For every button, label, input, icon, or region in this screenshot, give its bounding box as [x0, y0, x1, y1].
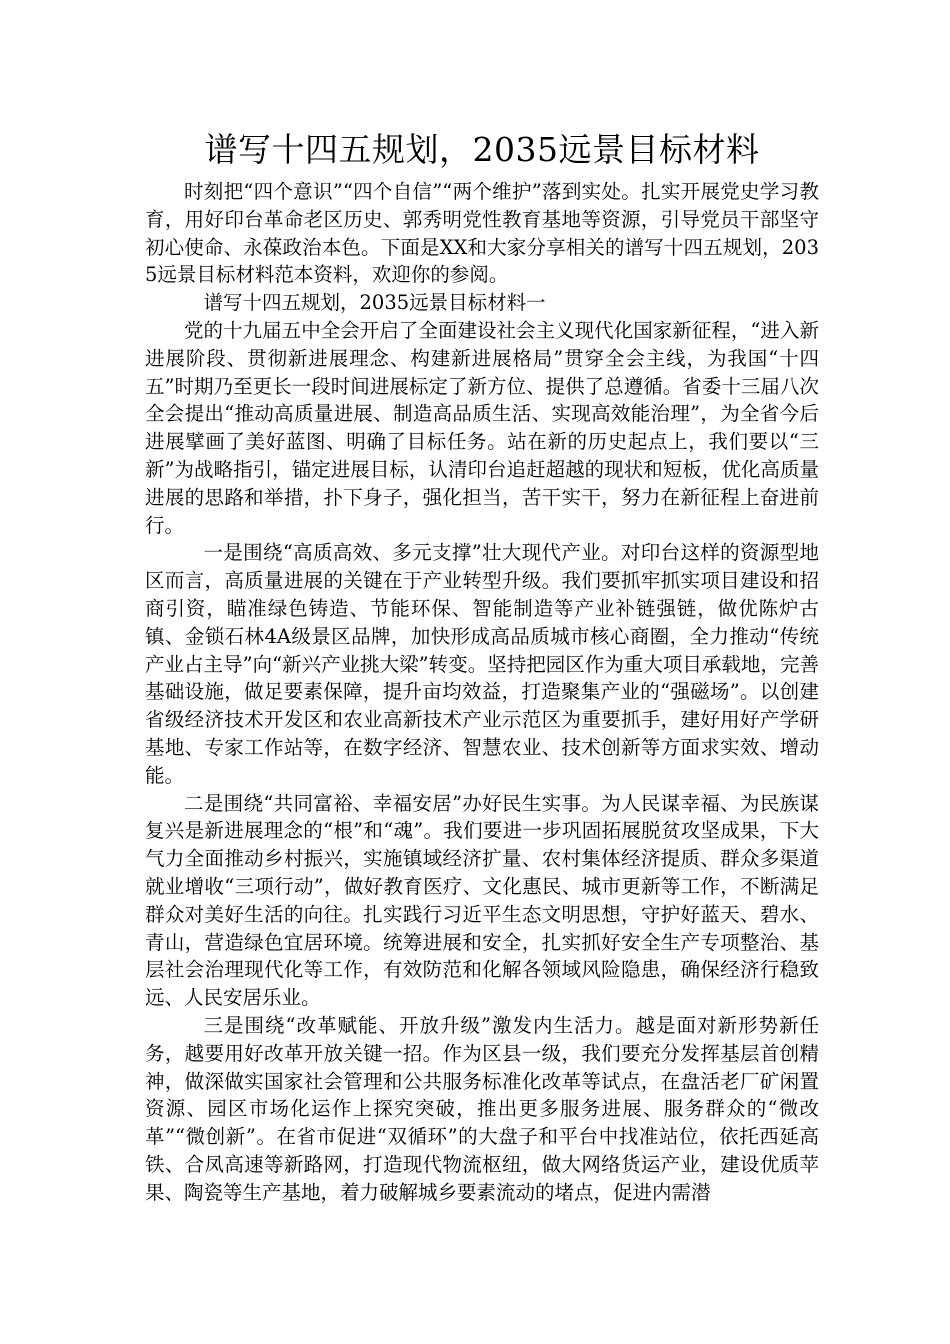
document-body [145, 128, 819, 1206]
body-paragraph: 二是围绕“共同富裕、幸福安居”办好民生实事。为人民谋幸福、为民族谋复兴是新进展理念的“根”和“魂”。我们要进一步巩固拓展脱贫攻坚成果，下大气力全面推动乡村振兴，实施镇域经济扩量、农村集体经济提质、群众多渠道就业增收“三项行动”，做好教育医疗、文化惠民、城市更新等工作，不断满足群众对美好生活的向往。扎实践行习近平生态文明思想，守护好蓝天、碧水、青山，营造绿色宜居环境。统筹进展和安全，扎实抓好安全生产专项整治、基层社会治理现代化等工作，有效防范和化解各领域风险隐患，确保经济行稳致远、人民安居乐业。 [145, 791, 819, 1010]
intro-paragraph: 时刻把“四个意识”“四个自信”“两个维护”落到实处。扎实开展党史学习教育，用好印台革命老区历史、郭秀明党性教育基地等资源，引导党员干部坚守初心使命、永葆政治本色。下面是XX和大家分享相关的谱写十四五规划，2035远景目标材料范本资料，欢迎你的参阅。 [145, 180, 819, 287]
document-title: 谱写十四五规划，2035远景目标材料 [204, 130, 760, 169]
body-paragraph: 三是围绕“改革赋能、开放升级”激发内生活力。越是面对新形势新任务，越要用好改革开放关键一招。作为区县一级，我们要充分发挥基层首创精神，做深做实国家社会管理和公共服务标准化改革等试点，在盘活老厂矿闲置资源、园区市场化运作上探究突破，推出更多服务进展、服务群众的“微改革”“微创新”。在省市促进“双循环”的大盘子和平台中找准站位，依托西延高铁、合凤高速等新路网，打造现代物流枢纽，做大网络货运产业，建设优质苹果、陶瓷等生产基地，着力破解城乡要素流动的堵点，促进内需潜 [145, 1013, 819, 1204]
body-paragraph: 一是围绕“高质高效、多元支撑”壮大现代产业。对印台这样的资源型地区而言，高质量进展的关键在于产业转型升级。我们要抓牢抓实项目建设和招商引资，瞄准绿色铸造、节能环保、智能制造等产业补链强链，做优陈炉古镇、金锁石林4A级景区品牌，加快形成高品质城市核心商圈，全力推动“传统产业占主导”向“新兴产业挑大梁”转变。坚持把园区作为重大项目承载地，完善基础设施，做足要素保障，提升亩均效益，打造聚集产业的“强磁场”。以创建省级经济技术开发区和农业高新技术产业示范区为重要抓手，建好用好产学研基地、专家工作站等，在数字经济、智慧农业、技术创新等方面求实效、增动能。 [145, 541, 819, 787]
body-paragraph: 党的十九届五中全会开启了全面建设社会主义现代化国家新征程，“进入新进展阶段、贯彻新进展理念、构建新进展格局”贯穿全会主线，为我国“十四五”时期乃至更长一段时间进展标定了新方位、提供了总遵循。省委十三届八次全会提出“推动高质量进展、制造高品质生活、实现高效能治理”，为全省今后进展擘画了美好蓝图、明确了目标任务。站在新的历史起点上，我们要以“三新”为战略指引，锚定进展目标，认清印台追赶超越的现状和短板，优化高质量进展的思路和举措，扑下身子，强化担当，苦干实干，努力在新征程上奋进前行。 [145, 318, 819, 537]
section-heading: 谱写十四五规划，2035远景目标材料一 [203, 291, 546, 315]
